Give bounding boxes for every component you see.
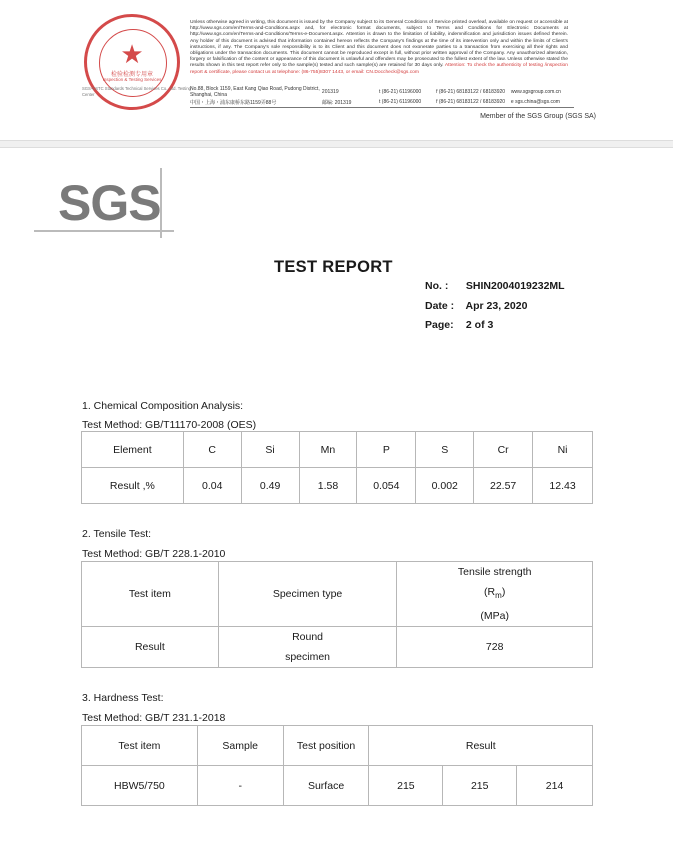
header-cell: Element <box>82 432 184 468</box>
header-cell: Test item <box>82 562 219 627</box>
address-row-en <box>190 87 570 97</box>
value-cell: 12.43 <box>533 468 593 504</box>
star-icon: ★ <box>120 39 144 69</box>
seal-line-1: 检验检测专用章 <box>110 72 153 78</box>
report-page-value: 2 of 3 <box>465 319 494 331</box>
strength-symbol <box>397 582 592 606</box>
value-cell: 728 <box>397 627 593 668</box>
chemical-header-row <box>82 432 593 468</box>
address-row-cn <box>190 97 570 107</box>
header-cell-strength <box>397 562 593 627</box>
symbol-close: ) <box>501 586 506 598</box>
chemical-result-row <box>82 468 593 504</box>
header-cell: Test position <box>283 726 369 766</box>
tensile-heading: 2. Tensile Test: <box>82 528 152 540</box>
tensile-method: Test Method: GB/T 228.1-2010 <box>82 548 226 560</box>
telephone: t (86-21) 61196000 <box>379 89 422 95</box>
row-label: Result ,% <box>82 468 184 504</box>
terms-text: Unless otherwise agreed in writing, this document is issued by the Company subject to its General Conditions of Service printed overleaf, available on request or accessible at http://www.sgs.com/en/Terms-and-Conditions.aspx and, for electronic format documents, subject to Terms and Conditions for Electronic Documents at http://www.sgs.com/en/Terms-and-Conditions/Terms-e-Document.aspx. Attention is drawn to the limitation of liability, indemnification and jurisdiction issues defined therein. Any holder of this document is advised that information contained hereon reflects the Company's findings at the time of its intervention only and within the limits of Client's instructions, if any. The Company's sole responsibility is to its Client and this document does not exonerate parties to a transaction from exercising all their rights and obligations under the transaction documents. This document cannot be reproduced except in full, without prior written approval of the Company. Any unauthorized alteration, forgery or falsification of the content or appearance of this document is unlawful and offenders may be prosecuted to the fullest extent of the law. Unless otherwise stated the results shown in this test report refer only to the sample(s) tested and such sample(s) are retained for 30 days only. <box>190 20 568 69</box>
email: e sgs.china@sgs.com <box>510 99 560 105</box>
previous-page-header <box>0 0 673 140</box>
value-cell: 215 <box>369 766 443 806</box>
row-label: HBW5/750 <box>82 766 198 806</box>
header-cell: C <box>183 432 241 468</box>
tensile-header-row <box>82 562 593 627</box>
strength-label: Tensile strength <box>457 566 532 578</box>
address: 中国・上海・浦东康桥东路1159弄88号 <box>190 99 277 106</box>
row-label: Result <box>82 627 219 668</box>
fax: f (86-21) 68183122 / 68183920 <box>436 89 506 95</box>
value-cell: 214 <box>517 766 593 806</box>
seal-line-2: Inspection & Testing Services <box>102 77 162 82</box>
telephone: t (86-21) 61196000 <box>379 99 422 105</box>
symbol-subscript: m <box>495 591 502 601</box>
hardness-result-row <box>82 766 593 806</box>
value-cell: 0.49 <box>241 468 299 504</box>
postcode: 201319 <box>321 89 339 95</box>
value-cell: 22.57 <box>474 468 533 504</box>
address-block <box>190 87 570 107</box>
header-cell: Test item <box>82 726 198 766</box>
chemical-table <box>81 431 593 504</box>
chemical-method: Test Method: GB/T11170-2008 (OES) <box>82 419 257 431</box>
header-cell: Si <box>241 432 299 468</box>
postcode: 邮编: 201319 <box>321 99 352 106</box>
terms-fine-print <box>190 20 568 76</box>
report-date-label: Date : <box>425 300 455 312</box>
report-number-label: No. : <box>425 280 449 292</box>
report-page <box>425 319 493 331</box>
chemical-heading: 1. Chemical Composition Analysis: <box>82 400 244 412</box>
report-date <box>425 300 527 312</box>
logo-rule-vertical <box>160 168 162 238</box>
report-title: TEST REPORT <box>274 258 393 276</box>
logo-rule-horizontal <box>34 230 174 232</box>
page-gap <box>0 140 673 148</box>
value-cell: 1.58 <box>299 468 357 504</box>
fax: f (86-21) 68183122 / 68183920 <box>436 99 506 105</box>
value-cell: 0.002 <box>416 468 474 504</box>
address: No.88, Block 1159, East Kang Qiao Road, Pudong District, Shanghai, China <box>190 86 320 98</box>
value-cell: Surface <box>283 766 369 806</box>
header-cell: Sample <box>197 726 283 766</box>
hardness-heading: 3. Hardness Test: <box>82 692 164 704</box>
header-cell: Ni <box>533 432 593 468</box>
testing-center-text: SGS-CSTC Standards Technical Services Co., Ltd. Testing Center <box>82 86 192 97</box>
specimen-line-2: specimen <box>285 651 331 664</box>
specimen-line-1: Round <box>292 631 324 644</box>
sgs-logo: SGS <box>58 175 161 231</box>
header-cell: Specimen type <box>218 562 397 627</box>
report-page-label: Page: <box>425 319 454 331</box>
tensile-result-row <box>82 627 593 668</box>
authenticity-notice: Attention: To check the authenticity of testing /inspection report & certificate, please contact us at telephone: (86-755)8307 1443, or email: CN.Doccheck@sgs.com <box>190 63 569 75</box>
symbol-open: (R <box>484 586 496 598</box>
header-cell: Mn <box>299 432 357 468</box>
tensile-table <box>81 561 593 668</box>
value-cell: 0.04 <box>183 468 241 504</box>
hardness-table <box>81 725 593 806</box>
report-number <box>425 280 565 292</box>
hardness-method: Test Method: GB/T 231.1-2018 <box>82 712 226 724</box>
header-cell: S <box>416 432 474 468</box>
specimen-cell <box>218 627 397 668</box>
header-cell: Cr <box>474 432 533 468</box>
divider <box>190 107 574 108</box>
member-of-sgs-group: Member of the SGS Group (SGS SA) <box>480 113 596 120</box>
report-number-value: SHIN2004019232ML <box>465 280 565 292</box>
header-cell: P <box>357 432 416 468</box>
strength-unit: (MPa) <box>480 610 509 623</box>
value-cell: - <box>197 766 283 806</box>
value-cell: 0.054 <box>357 468 416 504</box>
hardness-header-row <box>82 726 593 766</box>
header-cell: Result <box>369 726 593 766</box>
website: www.sgsgroup.com.cn <box>510 89 561 95</box>
report-date-value: Apr 23, 2020 <box>465 300 528 312</box>
value-cell: 215 <box>443 766 517 806</box>
